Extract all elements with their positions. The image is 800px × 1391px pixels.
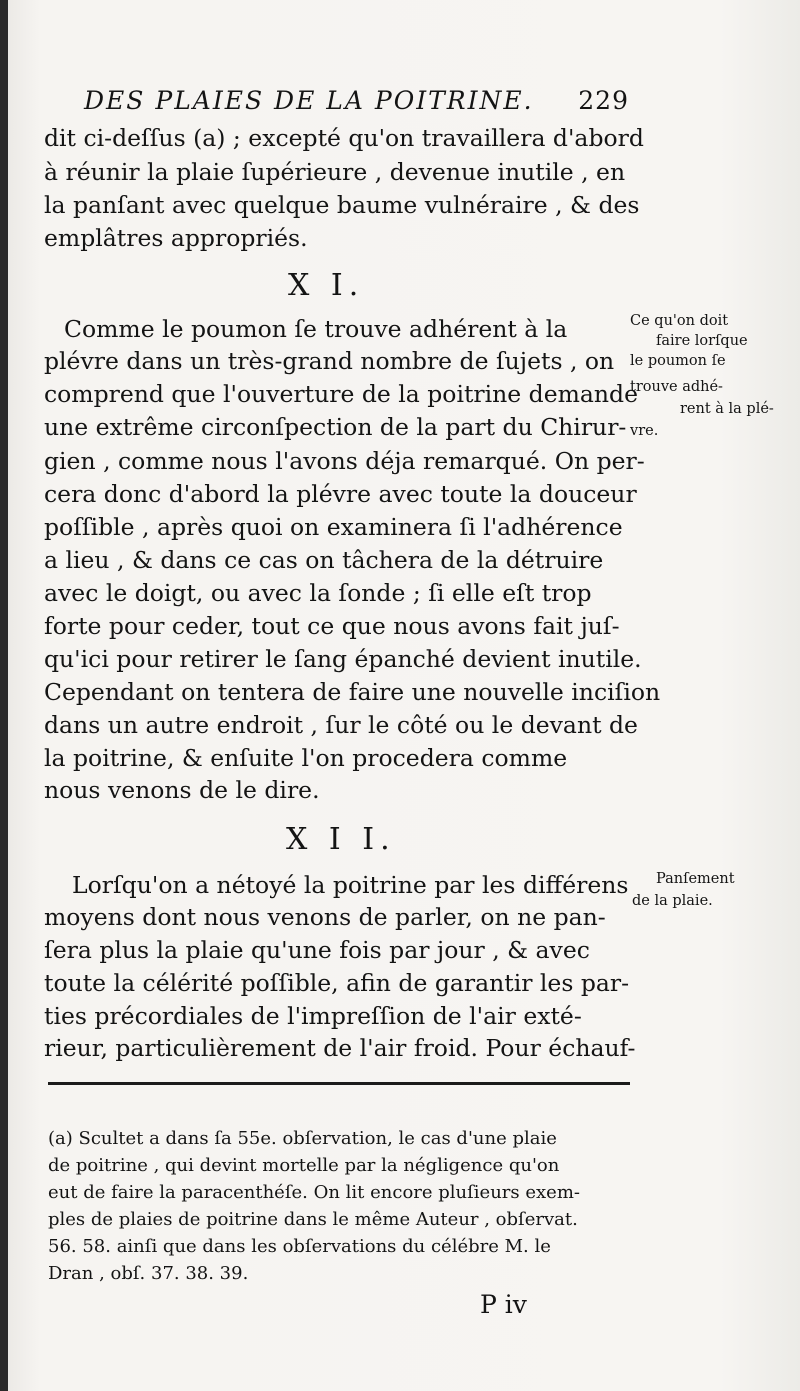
body-line: une extrême circonſpection de la part du Chirur- — [44, 413, 627, 441]
body-line: ſera plus la plaie qu'une fois par jour , & avec — [44, 936, 590, 964]
margin-note-line: rent à la plé- — [680, 401, 774, 417]
footnote-line: eut de faire la paracenthéſe. On lit encore pluſieurs exem- — [48, 1182, 580, 1203]
body-line: rieur, particulièrement de l'air froid. Pour échauf- — [44, 1034, 636, 1062]
footnote-line: de poitrine , qui devint mortelle par la négligence qu'on — [48, 1155, 560, 1176]
footnote-line: (a) Scultet a dans ſa 55e. obſervation, le cas d'une plaie — [48, 1128, 557, 1149]
body-line: emplâtres appropriés. — [44, 224, 308, 252]
body-line: Cependant on tentera de faire une nouvelle inciſion — [44, 678, 661, 706]
body-line: gien , comme nous l'avons déja remarqué. On per- — [44, 447, 645, 475]
body-line: nous venons de le dire. — [44, 776, 320, 804]
body-line: dans un autre endroit , ſur le côté ou le devant de — [44, 711, 638, 739]
section-heading: X I. — [288, 268, 365, 303]
page-edge — [0, 0, 8, 1391]
body-line: a lieu , & dans ce cas on tâchera de la détruire — [44, 546, 604, 574]
margin-note-line: vre. — [630, 423, 659, 439]
body-line: toute la célérité poſſible, afin de garantir les par- — [44, 969, 630, 997]
body-line: dit ci-deſſus (a) ; excepté qu'on travaillera d'abord — [44, 124, 644, 152]
section-heading: X I I. — [286, 822, 396, 857]
body-line: la poitrine, & enſuite l'on procedera comme — [44, 744, 568, 772]
margin-note-line: Ce qu'on doit — [630, 313, 729, 329]
margin-note-line: de la plaie. — [632, 893, 713, 909]
body-line: Comme le poumon ſe trouve adhérent à la — [64, 315, 568, 343]
signature-mark: P iv — [480, 1290, 527, 1319]
body-line: moyens dont nous venons de parler, on ne pan- — [44, 903, 606, 931]
footnote-line: ples de plaies de poitrine dans le même Auteur , obſervat. — [48, 1209, 578, 1230]
body-line: avec le doigt, ou avec la ſonde ; ſi elle eſt trop — [44, 579, 592, 607]
running-header — [84, 86, 629, 122]
body-line: cera donc d'abord la plévre avec toute la douceur — [44, 480, 637, 508]
body-line: forte pour ceder, tout ce que nous avons fait juſ- — [44, 612, 620, 640]
footnote-line: Dran , obſ. 37. 38. 39. — [48, 1263, 249, 1284]
body-line: Lorſqu'on a nétoyé la poitrine par les différens — [72, 871, 629, 899]
body-line: qu'ici pour retirer le ſang épanché devient inutile. — [44, 645, 642, 673]
footnote-line: 56. 58. ainſi que dans les obſervations du célébre M. le — [48, 1236, 551, 1257]
margin-note-line: le poumon ſe — [630, 353, 726, 369]
body-line: ties précordiales de l'impreſſion de l'air exté- — [44, 1002, 582, 1030]
page-number: 229 — [578, 86, 629, 115]
running-title: DES PLAIES DE LA POITRINE. — [84, 86, 534, 115]
margin-note-line: Panſement — [656, 871, 735, 887]
margin-note-line: trouve adhé- — [630, 379, 723, 395]
footnote-rule — [48, 1082, 630, 1085]
margin-note-line: faire lorſque — [656, 333, 748, 349]
body-line: plévre dans un très-grand nombre de ſujets , on — [44, 347, 615, 375]
body-line: poſſible , après quoi on examinera ſi l'adhérence — [44, 513, 623, 541]
body-line: la panſant avec quelque baume vulnéraire , & des — [44, 191, 640, 219]
body-line: comprend que l'ouverture de la poitrine demande — [44, 380, 639, 408]
body-line: à réunir la plaie ſupérieure , devenue inutile , en — [44, 158, 626, 186]
